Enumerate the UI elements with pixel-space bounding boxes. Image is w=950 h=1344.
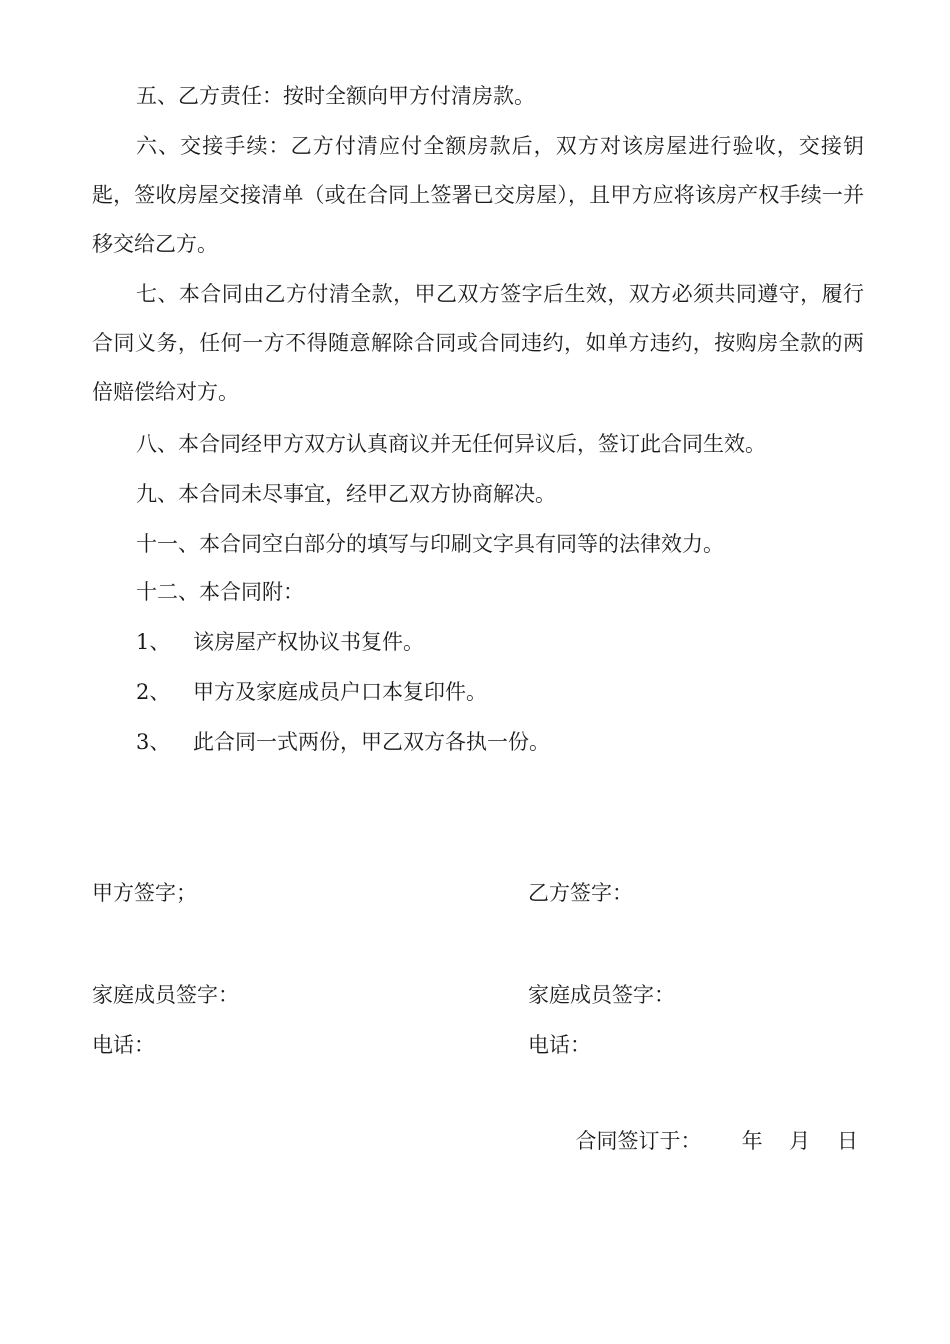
attachment-number: 2、 — [136, 680, 171, 704]
attachment-number: 1、 — [136, 630, 171, 654]
contract-date-line: 合同签订于： 年 月 日 — [575, 1129, 858, 1153]
attachment-text: 甲方及家庭成员户口本复印件。 — [193, 680, 487, 704]
attachment-number: 3、 — [136, 730, 171, 754]
party-b-phone-label: 电话： — [528, 1033, 591, 1057]
clause-8: 八、本合同经甲方双方认真商议并无任何异议后，签订此合同生效。 — [136, 432, 766, 456]
party-a-phone-label: 电话： — [92, 1033, 155, 1057]
party-b-family-signature-label: 家庭成员签字： — [528, 983, 675, 1007]
party-b-signature-label: 乙方签字： — [528, 881, 633, 905]
party-a-signature-label: 甲方签字； — [92, 881, 197, 905]
clause-12: 十二、本合同附： — [136, 580, 304, 604]
clause-11: 十一、本合同空白部分的填写与印刷文字具有同等的法律效力。 — [136, 532, 724, 556]
clause-7: 七、本合同由乙方付清全款，甲乙双方签字后生效，双方必须共同遵守，履行合同义务，任何一方不得随意解除合同或合同违约，如单方违约，按购房全款的两倍赔偿给对方。 — [92, 282, 864, 404]
clause-6: 六、交接手续：乙方付清应付全额房款后，双方对该房屋进行验收，交接钥匙，签收房屋交接清单（或在合同上签署已交房屋），且甲方应将该房产权手续一并移交给乙方。 — [92, 134, 864, 256]
attachment-text: 此合同一式两份，甲乙双方各执一份。 — [193, 730, 550, 754]
attachment-item — [136, 618, 864, 667]
party-a-family-signature-label: 家庭成员签字： — [92, 983, 239, 1007]
attachment-text: 该房屋产权协议书复件。 — [193, 630, 424, 654]
attachment-item — [136, 668, 864, 717]
clause-9: 九、本合同未尽事宜，经甲乙双方协商解决。 — [136, 482, 556, 506]
clause-5: 五、乙方责任：按时全额向甲方付清房款。 — [136, 84, 535, 108]
attachment-item — [136, 718, 864, 767]
